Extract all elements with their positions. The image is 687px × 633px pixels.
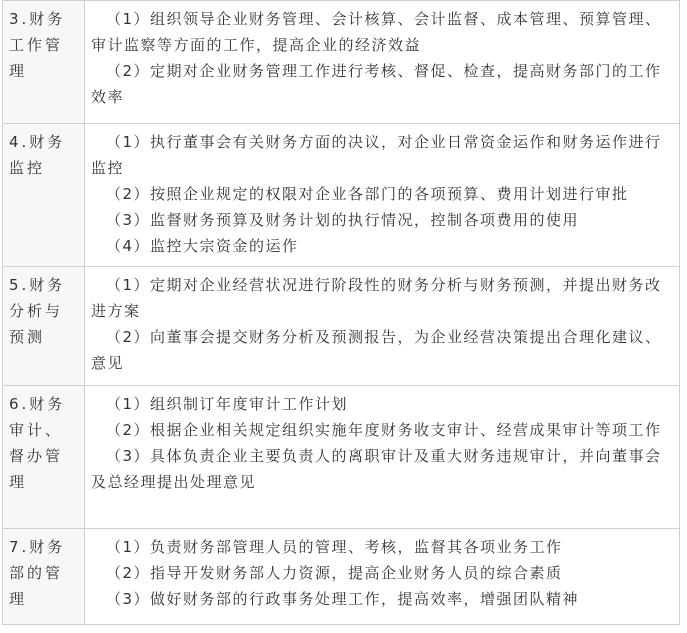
category-label: 4.财务监控: [9, 133, 66, 177]
list-item: （1）组织制订年度审计工作计划: [106, 395, 349, 413]
table-row: [3, 386, 680, 529]
list-item: （1）负责财务部管理人员的管理、考核，监督其各项业务工作: [106, 538, 563, 556]
items-cell: [85, 529, 680, 625]
list-item: （1）执行董事会有关财务方面的决议，对企业日常资金运作和财务运作进行监控: [91, 133, 662, 177]
category-label: 7.财务部的管理: [9, 538, 66, 608]
list-item: （1）组织领导企业财务管理、会计核算、会计监督、成本管理、预算管理、审计监察等方面的工作，提高企业的经济效益: [91, 10, 662, 54]
list-item: （2）根据企业相关规定组织实施年度财务收支审计、经营成果审计等项工作: [106, 421, 662, 439]
category-label: 6.财务审计、督办管理: [9, 395, 66, 491]
category-cell: [3, 124, 85, 267]
list-item: （2）指导开发财务部人力资源，提高企业财务人员的综合素质: [106, 564, 563, 582]
items-cell: [85, 1, 680, 124]
list-item: （3）监督财务预算及财务计划的执行情况，控制各项费用的使用: [106, 211, 580, 229]
list-item: （2）按照企业规定的权限对企业各部门的各项预算、费用计划进行审批: [106, 185, 629, 203]
category-cell: [3, 1, 85, 124]
items-cell: [85, 124, 680, 267]
category-label: 5.财务分析与预测: [9, 276, 66, 346]
category-label: 3.财务工作管理: [9, 10, 66, 80]
list-item: （2）定期对企业财务管理工作进行考核、督促、检查，提高财务部门的工作效率: [91, 62, 662, 106]
category-cell: [3, 386, 85, 529]
list-item: （3）做好财务部的行政事务处理工作，提高效率，增强团队精神: [106, 590, 580, 608]
list-item: （3）具体负责企业主要负责人的离职审计及重大财务违规审计，并向董事会及总经理提出处理意见: [91, 447, 662, 491]
table-row: [3, 529, 680, 625]
list-item: （4）监控大宗资金的运作: [106, 237, 299, 255]
duty-table: [2, 0, 680, 625]
category-cell: [3, 267, 85, 386]
list-item: （1）定期对企业经营状况进行阶段性的财务分析与财务预测，并提出财务改进方案: [91, 276, 662, 320]
items-cell: [85, 267, 680, 386]
table-row: [3, 1, 680, 124]
category-cell: [3, 529, 85, 625]
table-row: [3, 124, 680, 267]
list-item: （2）向董事会提交财务分析及预测报告，为企业经营决策提出合理化建议、意见: [91, 328, 662, 372]
table-row: [3, 267, 680, 386]
items-cell: [85, 386, 680, 529]
